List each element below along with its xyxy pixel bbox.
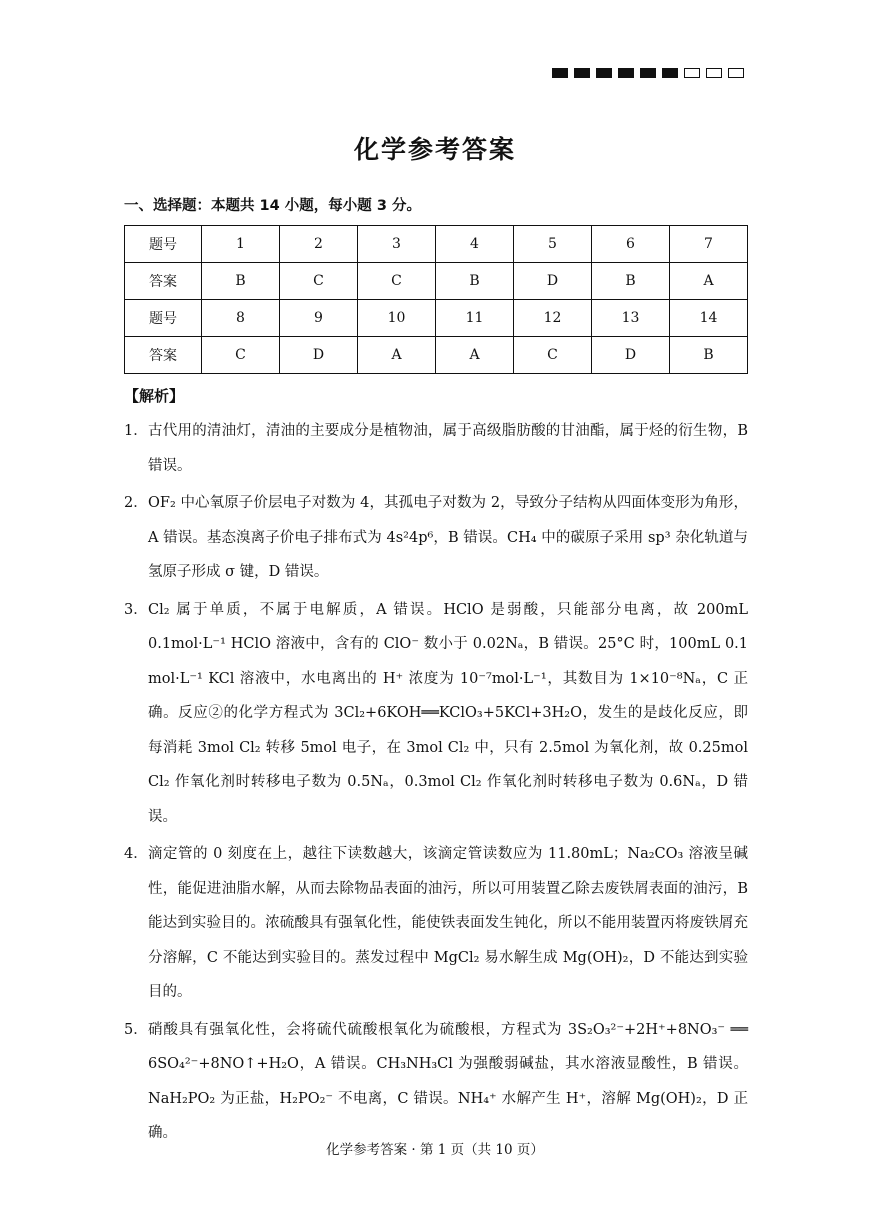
table-cell: 12 [514,300,592,337]
table-cell: A [670,263,748,300]
list-item [124,486,748,590]
item-number: 5． [124,1021,148,1038]
marker-square [662,68,678,78]
item-text: 古代用的清油灯，清油的主要成分是植物油，属于高级脂肪酸的甘油酯，属于烃的衍生物，B 错误。 [148,423,748,474]
table-cell: 4 [436,226,514,263]
list-item [124,837,748,1010]
item-number: 3． [124,601,148,618]
list-item [124,414,748,483]
marker-square-empty [728,68,744,78]
table-cell: 11 [436,300,514,337]
table-cell: 6 [592,226,670,263]
item-text: OF₂ 中心氧原子价层电子对数为 4，其孤电子对数为 2，导致分子结构从四面体变形为角形，A 错误。基态溴离子价电子排布式为 4s²4p⁶，B 错误。CH₄ 中的碳原子采用 sp³ 杂化轨道与氢原子形成 σ 键，D 错误。 [148,495,748,580]
list-item [124,593,748,835]
marker-square [640,68,656,78]
item-text: 滴定管的 0 刻度在上，越往下读数越大，该滴定管读数应为 11.80mL；Na₂CO₃ 溶液呈碱性，能促进油脂水解，从而去除物品表面的油污，所以可用装置乙除去废铁屑表面的油污，B 能达到实验目的。浓硫酸具有强氧化性，能使铁表面发生钝化，所以不能用装置丙将废铁屑充分溶解，C 不能达到实验目的。蒸发过程中 MgCl₂ 易水解生成 Mg(OH)₂，D 不能达到实验目的。 [148,846,748,1000]
table-cell: 题号 [125,226,202,263]
analysis-list [124,414,748,1154]
marker-square-empty [706,68,722,78]
table-cell: 2 [280,226,358,263]
table-row [125,300,748,337]
table-cell: A [358,337,436,374]
page-title: 化学参考答案 [353,135,516,164]
table-cell: 3 [358,226,436,263]
table-cell: 1 [202,226,280,263]
table-cell: 7 [670,226,748,263]
marker-square [596,68,612,78]
table-cell: C [358,263,436,300]
table-cell: 10 [358,300,436,337]
table-cell: A [436,337,514,374]
table-cell: C [514,337,592,374]
table-row [125,337,748,374]
table-cell: 8 [202,300,280,337]
table-cell: D [514,263,592,300]
table-cell: 5 [514,226,592,263]
item-number: 1． [124,423,148,439]
table-cell: 答案 [125,263,202,300]
table-row [125,263,748,300]
marker-square-empty [684,68,700,78]
analysis-label: 【解析】 [124,387,185,405]
list-item [124,1013,748,1151]
table-cell: B [592,263,670,300]
page-footer: 化学参考答案 · 第 1 页（共 10 页） [326,1142,544,1158]
header-marks [552,68,744,78]
item-number: 4． [124,846,148,862]
marker-square [618,68,634,78]
table-cell: B [436,263,514,300]
table-cell: B [670,337,748,374]
table-cell: B [202,263,280,300]
section-heading: 一、选择题：本题共 14 小题，每小题 3 分。 [124,198,421,214]
answer-table [124,225,748,374]
table-cell: D [280,337,358,374]
table-cell: 14 [670,300,748,337]
table-cell: D [592,337,670,374]
item-text: Cl₂ 属于单质，不属于电解质，A 错误。HClO 是弱酸，只能部分电离，故 200mL 0.1mol·L⁻¹ HClO 溶液中，含有的 ClO⁻ 数小于 0.02Nₐ，B 错误。25°C 时，100mL 0.1 mol·L⁻¹ KCl 溶液中，水电离出的 H⁺ 浓度为 10⁻⁷mol·L⁻¹，其数目为 1×10⁻⁸Nₐ，C 正确。反应②的化学方程式为 3Cl₂+6KOH══KClO₃+5KCl+3H₂O，发生的是歧化反应，即每消耗 3mol Cl₂ 转移 5mol 电子，在 3mol Cl₂ 中，只有 2.5mol 为氧化剂，故 0.25mol Cl₂ 作氧化剂时转移电子数为 0.5Nₐ，0.3mol Cl₂ 作氧化剂时转移电子数为 0.6Nₐ，D 错误。 [148,601,748,825]
table-cell: C [280,263,358,300]
item-text: 硝酸具有强氧化性，会将硫代硫酸根氧化为硫酸根，方程式为 3S₂O₃²⁻+2H⁺+8NO₃⁻ ══ 6SO₄²⁻+8NO↑+H₂O，A 错误。CH₃NH₃Cl 为强酸弱碱盐，其水溶液显酸性，B 错误。NaH₂PO₂ 为正盐，H₂PO₂⁻ 不电离，C 错误。NH₄⁺ 水解产生 H⁺，溶解 Mg(OH)₂，D 正确。 [148,1021,748,1141]
table-cell: 9 [280,300,358,337]
table-cell: 答案 [125,337,202,374]
item-number: 2． [124,495,148,511]
table-cell: 题号 [125,300,202,337]
table-cell: C [202,337,280,374]
table-row [125,226,748,263]
marker-square [574,68,590,78]
marker-square [552,68,568,78]
table-cell: 13 [592,300,670,337]
